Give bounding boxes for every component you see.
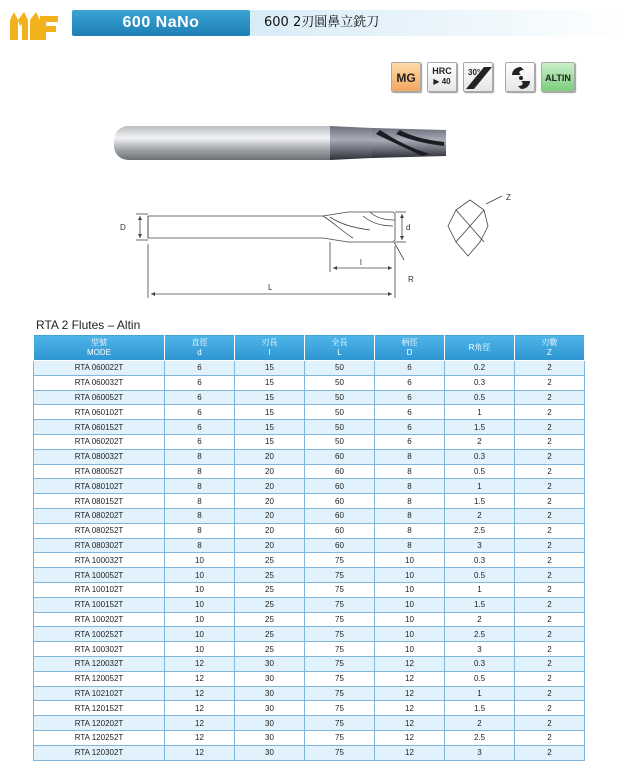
- cell-shank-diameter: 8: [375, 449, 445, 464]
- cell-flute-length: 25: [235, 627, 305, 642]
- cell-corner-radius: 0.5: [445, 671, 515, 686]
- cell-flutes: 2: [515, 420, 585, 435]
- cell-flute-length: 25: [235, 582, 305, 597]
- cell-shank-diameter: 6: [375, 420, 445, 435]
- cell-model: RTA 060022T: [34, 361, 165, 376]
- cell-flutes: 2: [515, 568, 585, 583]
- header-label: 型號: [91, 337, 107, 347]
- cell-flutes: 2: [515, 494, 585, 509]
- cell-flute-length: 30: [235, 701, 305, 716]
- cell-cutting-diameter: 10: [165, 553, 235, 568]
- cell-corner-radius: 0.3: [445, 375, 515, 390]
- cell-flute-length: 30: [235, 656, 305, 671]
- cell-model: RTA 120202T: [34, 716, 165, 731]
- altin-coating-badge: ALTIN: [541, 62, 575, 92]
- cell-shank-diameter: 8: [375, 479, 445, 494]
- cell-shank-diameter: 10: [375, 627, 445, 642]
- spec-table: [33, 334, 585, 761]
- cell-shank-diameter: 10: [375, 568, 445, 583]
- cell-shank-diameter: 10: [375, 597, 445, 612]
- cell-cutting-diameter: 12: [165, 656, 235, 671]
- table-row: [34, 494, 585, 509]
- cell-flutes: 2: [515, 538, 585, 553]
- cell-cutting-diameter: 8: [165, 464, 235, 479]
- cell-overall-length: 75: [305, 642, 375, 657]
- cell-flutes: 2: [515, 508, 585, 523]
- cell-flutes: 2: [515, 730, 585, 745]
- helix-angle-badge: [463, 62, 493, 92]
- cell-model: RTA 060152T: [34, 420, 165, 435]
- cell-flutes: 2: [515, 449, 585, 464]
- cell-model: RTA 060052T: [34, 390, 165, 405]
- cell-corner-radius: 3: [445, 642, 515, 657]
- cell-shank-diameter: 6: [375, 375, 445, 390]
- cell-model: RTA 100302T: [34, 642, 165, 657]
- table-row: [34, 449, 585, 464]
- cell-model: RTA 120252T: [34, 730, 165, 745]
- cell-flute-length: 25: [235, 642, 305, 657]
- cell-shank-diameter: 10: [375, 553, 445, 568]
- label-flute-length: l: [360, 258, 362, 267]
- cell-cutting-diameter: 6: [165, 361, 235, 376]
- cell-shank-diameter: 12: [375, 730, 445, 745]
- cell-flutes: 2: [515, 612, 585, 627]
- table-row: [34, 701, 585, 716]
- helix-angle-label: 30°: [468, 68, 481, 77]
- header-symbol: Z: [547, 347, 552, 357]
- cell-overall-length: 75: [305, 730, 375, 745]
- cell-shank-diameter: 8: [375, 538, 445, 553]
- cell-flutes: 2: [515, 627, 585, 642]
- cell-cutting-diameter: 8: [165, 523, 235, 538]
- table-row: [34, 523, 585, 538]
- table-row: [34, 686, 585, 701]
- cell-flute-length: 15: [235, 420, 305, 435]
- cell-cutting-diameter: 8: [165, 494, 235, 509]
- cell-shank-diameter: 10: [375, 642, 445, 657]
- cell-flute-length: 20: [235, 538, 305, 553]
- cell-shank-diameter: 12: [375, 716, 445, 731]
- cell-flute-length: 30: [235, 730, 305, 745]
- cell-flutes: 2: [515, 464, 585, 479]
- cell-shank-diameter: 6: [375, 390, 445, 405]
- cell-corner-radius: 1: [445, 479, 515, 494]
- table-row: [34, 627, 585, 642]
- cell-model: RTA 060102T: [34, 405, 165, 420]
- table-row: [34, 375, 585, 390]
- cell-overall-length: 60: [305, 464, 375, 479]
- cell-model: RTA 100102T: [34, 582, 165, 597]
- cell-flute-length: 20: [235, 449, 305, 464]
- cell-corner-radius: 3: [445, 745, 515, 760]
- cell-flute-length: 30: [235, 745, 305, 760]
- cell-corner-radius: 0.5: [445, 568, 515, 583]
- cell-flute-length: 20: [235, 508, 305, 523]
- cell-cutting-diameter: 12: [165, 701, 235, 716]
- header-flute-length: [235, 335, 305, 361]
- cell-shank-diameter: 6: [375, 434, 445, 449]
- cell-cutting-diameter: 10: [165, 627, 235, 642]
- cell-overall-length: 75: [305, 568, 375, 583]
- label-shank-diameter: D: [120, 223, 126, 232]
- label-cutting-diameter: d: [406, 223, 411, 232]
- header-label: R角徑: [468, 342, 491, 352]
- header-symbol: L: [337, 347, 342, 357]
- table-row: [34, 582, 585, 597]
- cell-model: RTA 060202T: [34, 434, 165, 449]
- cell-model: RTA 080152T: [34, 494, 165, 509]
- cell-flutes: 2: [515, 686, 585, 701]
- cell-shank-diameter: 10: [375, 612, 445, 627]
- brand-logo-icon: [8, 6, 60, 42]
- cell-flute-length: 15: [235, 375, 305, 390]
- cell-flutes: 2: [515, 523, 585, 538]
- series-title-bar: [72, 10, 250, 36]
- cell-shank-diameter: 6: [375, 361, 445, 376]
- header-symbol: l: [268, 347, 271, 357]
- cell-flutes: 2: [515, 361, 585, 376]
- table-row: [34, 656, 585, 671]
- cell-shank-diameter: 12: [375, 701, 445, 716]
- cell-cutting-diameter: 8: [165, 538, 235, 553]
- table-row: [34, 390, 585, 405]
- cell-overall-length: 75: [305, 716, 375, 731]
- cell-overall-length: 75: [305, 686, 375, 701]
- cell-flutes: 2: [515, 671, 585, 686]
- cell-cutting-diameter: 10: [165, 642, 235, 657]
- cell-flutes: 2: [515, 701, 585, 716]
- end-mill-photo: [110, 118, 450, 168]
- cell-overall-length: 75: [305, 745, 375, 760]
- hrc-badge: [427, 62, 457, 92]
- cell-overall-length: 60: [305, 494, 375, 509]
- cell-flutes: 2: [515, 375, 585, 390]
- cell-flutes: 2: [515, 656, 585, 671]
- table-row: [34, 479, 585, 494]
- table-row: [34, 538, 585, 553]
- cell-corner-radius: 2.5: [445, 523, 515, 538]
- table-row: [34, 553, 585, 568]
- cell-cutting-diameter: 12: [165, 730, 235, 745]
- cell-flutes: 2: [515, 642, 585, 657]
- cell-shank-diameter: 6: [375, 405, 445, 420]
- cell-corner-radius: 2.5: [445, 627, 515, 642]
- table-row: [34, 434, 585, 449]
- cell-model: RTA 120152T: [34, 701, 165, 716]
- cell-cutting-diameter: 12: [165, 686, 235, 701]
- cell-flutes: 2: [515, 553, 585, 568]
- subtitle-bar: [250, 10, 628, 36]
- cell-flutes: 2: [515, 716, 585, 731]
- cell-shank-diameter: 12: [375, 745, 445, 760]
- table-row: [34, 568, 585, 583]
- cell-corner-radius: 1: [445, 582, 515, 597]
- cell-flutes: 2: [515, 582, 585, 597]
- table-row: [34, 745, 585, 760]
- cell-shank-diameter: 8: [375, 508, 445, 523]
- cell-flutes: 2: [515, 434, 585, 449]
- cell-cutting-diameter: 8: [165, 508, 235, 523]
- hrc-value-number: 40: [441, 77, 451, 86]
- table-header-row: [34, 335, 585, 361]
- cell-flute-length: 25: [235, 553, 305, 568]
- cell-corner-radius: 0.5: [445, 464, 515, 479]
- table-row: [34, 361, 585, 376]
- cell-corner-radius: 1: [445, 405, 515, 420]
- cell-shank-diameter: 12: [375, 671, 445, 686]
- cell-flute-length: 25: [235, 597, 305, 612]
- cell-model: RTA 080302T: [34, 538, 165, 553]
- cell-overall-length: 75: [305, 656, 375, 671]
- header-overall-length: [305, 335, 375, 361]
- cell-model: RTA 080102T: [34, 479, 165, 494]
- header-label: 刃數: [541, 337, 558, 347]
- hrc-label: HRC: [432, 66, 452, 76]
- cell-flute-length: 25: [235, 612, 305, 627]
- table-row: [34, 405, 585, 420]
- cell-overall-length: 50: [305, 434, 375, 449]
- cell-flute-length: 30: [235, 686, 305, 701]
- cell-shank-diameter: 12: [375, 656, 445, 671]
- helix-angle-icon: [464, 63, 494, 93]
- cell-cutting-diameter: 6: [165, 420, 235, 435]
- cell-cutting-diameter: 12: [165, 716, 235, 731]
- cell-model: RTA 080032T: [34, 449, 165, 464]
- cell-flute-length: 30: [235, 716, 305, 731]
- cell-flute-length: 20: [235, 494, 305, 509]
- cell-model: RTA 100252T: [34, 627, 165, 642]
- label-overall-length: L: [268, 283, 273, 292]
- cell-corner-radius: 0.3: [445, 553, 515, 568]
- cell-cutting-diameter: 12: [165, 671, 235, 686]
- table-row: [34, 716, 585, 731]
- cell-corner-radius: 0.3: [445, 449, 515, 464]
- header-label: 刃長: [261, 337, 278, 347]
- table-row: [34, 597, 585, 612]
- cell-flute-length: 20: [235, 479, 305, 494]
- table-row: [34, 420, 585, 435]
- cell-corner-radius: 1: [445, 686, 515, 701]
- label-corner-radius: R: [408, 275, 414, 284]
- header-model: [34, 335, 165, 361]
- cell-overall-length: 50: [305, 361, 375, 376]
- cell-model: RTA 080202T: [34, 508, 165, 523]
- table-body: [34, 361, 585, 761]
- cell-model: RTA 080052T: [34, 464, 165, 479]
- cell-cutting-diameter: 8: [165, 479, 235, 494]
- cell-flute-length: 15: [235, 390, 305, 405]
- cell-overall-length: 60: [305, 508, 375, 523]
- cell-cutting-diameter: 12: [165, 745, 235, 760]
- mg-grade-badge: MG: [391, 62, 421, 92]
- cell-corner-radius: 2: [445, 716, 515, 731]
- table-row: [34, 508, 585, 523]
- cell-flutes: 2: [515, 479, 585, 494]
- header-label: 全長: [331, 337, 348, 347]
- cell-corner-radius: 0.2: [445, 361, 515, 376]
- cell-model: RTA 060032T: [34, 375, 165, 390]
- cell-model: RTA 100152T: [34, 597, 165, 612]
- flute-badge: [505, 62, 535, 92]
- cell-overall-length: 75: [305, 701, 375, 716]
- cell-shank-diameter: 8: [375, 494, 445, 509]
- cell-overall-length: 50: [305, 420, 375, 435]
- technical-drawing: [108, 186, 528, 304]
- series-title: 600 NaNo: [122, 14, 200, 31]
- header-symbol: D: [406, 347, 413, 357]
- header-corner-radius: [445, 335, 515, 361]
- cell-shank-diameter: 12: [375, 686, 445, 701]
- cell-overall-length: 50: [305, 375, 375, 390]
- table-row: [34, 612, 585, 627]
- table-row: [34, 671, 585, 686]
- cell-flutes: 2: [515, 390, 585, 405]
- cell-model: RTA 100052T: [34, 568, 165, 583]
- cell-cutting-diameter: 6: [165, 405, 235, 420]
- cell-overall-length: 50: [305, 390, 375, 405]
- cell-flute-length: 30: [235, 671, 305, 686]
- table-row: [34, 464, 585, 479]
- header-symbol: d: [197, 347, 202, 357]
- table-title: RTA 2 Flutes – Altin: [36, 318, 141, 332]
- cell-corner-radius: 1.5: [445, 701, 515, 716]
- header-cutting-diameter: [165, 335, 235, 361]
- header-symbol: MODE: [87, 347, 111, 357]
- header-shank-diameter: [375, 335, 445, 361]
- cell-cutting-diameter: 10: [165, 582, 235, 597]
- cell-model: RTA 120052T: [34, 671, 165, 686]
- cell-corner-radius: 2.5: [445, 730, 515, 745]
- cell-corner-radius: 1.5: [445, 597, 515, 612]
- cell-overall-length: 60: [305, 479, 375, 494]
- cell-corner-radius: 2: [445, 508, 515, 523]
- table-row: [34, 642, 585, 657]
- cell-cutting-diameter: 10: [165, 597, 235, 612]
- cell-flute-length: 15: [235, 361, 305, 376]
- label-flutes: Z: [506, 193, 511, 202]
- cell-cutting-diameter: 6: [165, 434, 235, 449]
- product-subtitle: 600 2刃圓鼻立銑刀: [264, 15, 380, 30]
- cell-overall-length: 75: [305, 627, 375, 642]
- header-flutes: [515, 335, 585, 361]
- cell-overall-length: 75: [305, 671, 375, 686]
- cell-flute-length: 20: [235, 523, 305, 538]
- hrc-value: ▶ 40: [433, 77, 451, 86]
- cell-flute-length: 20: [235, 464, 305, 479]
- cell-corner-radius: 2: [445, 434, 515, 449]
- cell-overall-length: 60: [305, 538, 375, 553]
- cell-overall-length: 60: [305, 449, 375, 464]
- cell-shank-diameter: 8: [375, 464, 445, 479]
- cell-corner-radius: 0.3: [445, 656, 515, 671]
- two-flute-icon: [506, 63, 536, 93]
- cell-overall-length: 60: [305, 523, 375, 538]
- cell-cutting-diameter: 6: [165, 375, 235, 390]
- cell-cutting-diameter: 10: [165, 612, 235, 627]
- cell-flutes: 2: [515, 405, 585, 420]
- cell-cutting-diameter: 8: [165, 449, 235, 464]
- cell-overall-length: 75: [305, 612, 375, 627]
- cell-model: RTA 100032T: [34, 553, 165, 568]
- cell-model: RTA 120032T: [34, 656, 165, 671]
- cell-flutes: 2: [515, 745, 585, 760]
- cell-corner-radius: 1.5: [445, 494, 515, 509]
- header-label: 直徑: [191, 337, 208, 347]
- header: [0, 0, 628, 46]
- cell-shank-diameter: 8: [375, 523, 445, 538]
- table-row: [34, 730, 585, 745]
- cell-overall-length: 75: [305, 597, 375, 612]
- cell-cutting-diameter: 10: [165, 568, 235, 583]
- cell-flutes: 2: [515, 597, 585, 612]
- cell-model: RTA 100202T: [34, 612, 165, 627]
- header-label: 柄徑: [401, 337, 418, 347]
- cell-shank-diameter: 10: [375, 582, 445, 597]
- cell-overall-length: 75: [305, 553, 375, 568]
- cell-model: RTA 080252T: [34, 523, 165, 538]
- cell-flute-length: 15: [235, 405, 305, 420]
- cell-overall-length: 50: [305, 405, 375, 420]
- cell-corner-radius: 1.5: [445, 420, 515, 435]
- cell-corner-radius: 2: [445, 612, 515, 627]
- cell-flute-length: 25: [235, 568, 305, 583]
- cell-model: RTA 120302T: [34, 745, 165, 760]
- cell-cutting-diameter: 6: [165, 390, 235, 405]
- cell-model: RTA 102102T: [34, 686, 165, 701]
- cell-overall-length: 75: [305, 582, 375, 597]
- cell-corner-radius: 3: [445, 538, 515, 553]
- cell-flute-length: 15: [235, 434, 305, 449]
- cell-corner-radius: 0.5: [445, 390, 515, 405]
